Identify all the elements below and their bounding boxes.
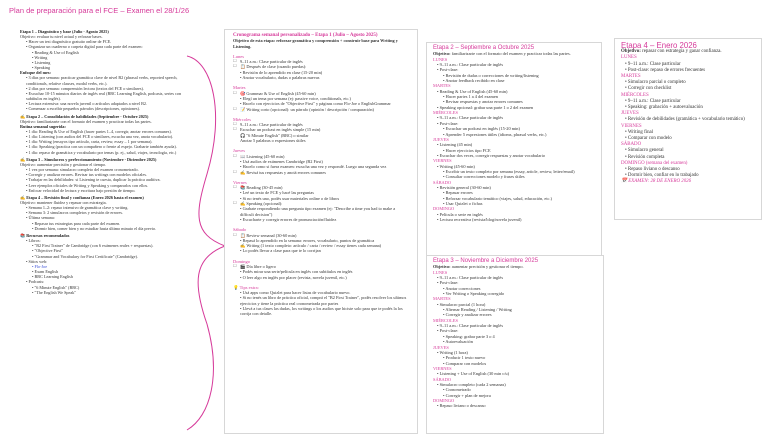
weekly-objective: Objetivo de esta etapa: reforzar gramática y comprensión + construir base para Writing y Listening. [233, 38, 398, 49]
task-item: ✍ Writing (1 texto completo: artículo / carta / review / essay tienes cada semana) [240, 243, 382, 249]
task-item: • Leé un texto de FCE y hacé las preguntas [240, 190, 314, 196]
note-text: • 2 días por semana: comprensión lectora (textos del FCE o similares). [26, 85, 144, 91]
note-text: • Speaking [32, 65, 51, 71]
list-item: • Producir 1 texto nuevo [443, 355, 486, 361]
task-item: Anotar 5 palabras o expresiones útiles [240, 138, 306, 144]
task-item: • Si no tenés un libro de práctica oficial, comprá el "B2 First Trainer", podés resolver los ultimos ejercicios y tiene la práctica real cronometrada por partes [240, 295, 407, 306]
list-item: • Comparar con modelos [443, 360, 487, 366]
list-item: • Post-clase: repaso de errores frecuentes [625, 67, 706, 73]
day-name: VIERNES [433, 158, 452, 164]
list-item: • Simulacro parcial o completo [625, 80, 686, 86]
task-item: • Hacelo como si fuera examen: escucha una vez y respondé. Luego una segunda vez [240, 164, 387, 170]
note-line [20, 75, 186, 80]
day-name: LUNES [621, 55, 637, 61]
page-title: Plan de preparación para el FCE – Examen el 28/1/26 [9, 6, 190, 15]
list-item: • Anotar feedback recibido en clase [443, 78, 505, 84]
task-item: • Usá audios de exámenes Cambridge (B2 First) [240, 158, 323, 164]
weekly-title: Cronograma semanal personalizado – Etapa 1 (Julio – Agosto 2025) [233, 33, 378, 38]
list-item: • Hacer partes 1 a 4 del examen [443, 94, 498, 100]
day-name: Viernes [233, 179, 247, 185]
list-item: • Speaking opcional: grabar una parte 1 o 2 del examen [437, 104, 534, 110]
day-block [233, 285, 409, 317]
day-name: 💡 Tips extra: [233, 284, 259, 290]
day-name: MARTES [433, 296, 451, 302]
list-item: • Escuchar dos veces, corregir respuestas y anotar vocabulario [437, 152, 546, 158]
task-item: • Grabate respondiendo una pregunta tipo examen (ej: "Describe a time you had to make a difficult decision") [240, 206, 396, 217]
list-item: • Ver Writing o Speaking corregido [443, 291, 505, 297]
note-text: Objetivo: aumentar precisión y gestionar el tiempo. [20, 161, 107, 167]
list-item: • Revisión general (30-60 min) [437, 184, 491, 190]
list-item: • Reforzar vocabulario temático (viajes, salud, educación, etc.) [443, 195, 552, 201]
day-name: MARTES [621, 74, 641, 80]
list-item: • Revisar respuestas y anotar errores comunes [443, 99, 523, 105]
day-name: MIÉRCOLES [433, 110, 458, 116]
weekly-days [233, 54, 409, 317]
task-item: • Llevá a tus clases las dudas, los writings o los audios que hiciste solo para que te podés la los corrija con detalle. [240, 306, 403, 317]
list-item: • Corregir con checklist [625, 86, 672, 92]
note-line [20, 188, 186, 193]
note-text: • 1 día: Reading & Use of English (hacer partes 1–4, corregir, anotar errores comunes). [26, 128, 172, 134]
note-text: • Dormir bien, comer bien y no estudiar hasta último minuto el día previo. [32, 225, 157, 231]
note-text: Objetivo: evaluar tu nivel actual y reforzar bases. [20, 34, 103, 40]
day-name: Lunes [233, 53, 244, 59]
day-name: Miércoles [233, 116, 251, 122]
day-block [233, 148, 409, 174]
list-item: • 9–11 a.m.: Clase particular de inglés [437, 62, 504, 68]
list-item: • Post-clase: [437, 328, 459, 334]
list-item: • Película o serie en inglés [437, 211, 483, 217]
list-item: • Revisión completa [625, 154, 665, 160]
task-item: • Elegí un tema por semana (ej: passive voice, conditionals, etc.) [240, 95, 351, 101]
day-block [233, 117, 409, 143]
day-name: JUEVES [433, 344, 449, 350]
day-name: SÁBADO [621, 142, 642, 148]
note-text: • Semana 3: 2 simulacros completos y revisión de errores. [26, 210, 124, 216]
task-checkbox-item[interactable]: ☐ 📋 Review semanal (30-60 min) [233, 233, 409, 238]
list-item: • Revisión de dudas o correcciones de writing/listening [443, 72, 539, 78]
task-item: • O leer algo en inglés por placer (revista, novela juvenil, etc.) [240, 274, 347, 280]
main-notes [18, 29, 188, 427]
stage2-title: Etapa 2 – Septiembre a Octubre 2025 [433, 45, 535, 51]
list-item: • Listening (45 min) [437, 142, 473, 148]
list-item: • 9–11 a.m.: Clase particular de inglés [437, 323, 504, 329]
stage3-title: Etapa 3 – Noviembre a Diciembre 2025 [433, 258, 539, 264]
stage2-days [433, 57, 595, 223]
note-text: • "B2 First Trainer" de Cambridge (con 6 exámenes reales + respuestas). [32, 243, 154, 249]
stage2-objective: Objetivo: familiarizarte con el formato del examen y practicar todas las partes. [433, 51, 571, 57]
day-name: VIERNES [433, 365, 452, 371]
note-text: subtítulos en inglés). [26, 96, 61, 102]
note-text: • Organizar un cuaderno o carpeta digital para cada parte del examen: [26, 44, 143, 50]
list-item: • Aprender 5 expresiones útiles (idioms, phrasal verbs, etc.) [443, 131, 547, 137]
note-text: Objetivo: familiarizarte con el formato del examen y practicar todas las partes. [20, 118, 152, 124]
task-item: • Hacelo con ejercicios de "Objective First" y páginas como Flo-Joe o EnglishGrammar [240, 101, 391, 107]
task-item: • Si no tenés uno, podés usar materiales online o de libros [240, 195, 340, 201]
list-item: • Autoevaluación [443, 339, 473, 345]
day-name: DOMINGO [433, 206, 455, 212]
day-block [233, 227, 409, 253]
stage4-card [614, 38, 762, 220]
note-text: • "6 Minute English" (BBC) [32, 284, 80, 290]
list-item: • Dormir bien, confiar en lo trabajado [625, 173, 699, 179]
note-text: • "The English We Speak" [32, 289, 77, 295]
note-text: • Repasar tus estrategias para cada parte del examen. [32, 220, 121, 226]
list-item: • Listening + Use of English (30 min c/u) [437, 371, 510, 377]
day-name: DOMINGO [433, 397, 455, 403]
list-item: • Repaso liviano o descanso [625, 167, 680, 173]
list-item: • Revisión de debilidades (gramática + vocabulario temático) [625, 117, 745, 123]
note-text: • 1 día: Writing (ensayos tipo artículo, carta, review, essay – 1 por semana). [26, 139, 153, 145]
list-item: • Speaking: grabación + autoevaluación [625, 105, 703, 111]
list-item: • Corregir + plan de mejora [443, 392, 491, 398]
exam-date: 📅 EXAMEN: 28 DE ENERO 2026 [621, 179, 692, 185]
note-text: • 1 vez por semana: simulacro completo del examen cronometrado. [26, 167, 139, 173]
day-name: LUNES [433, 56, 448, 62]
task-checkbox-item[interactable]: ☐ 9–11 a.m.: Clase particular de inglés [233, 122, 409, 127]
note-text: ✍ Etapa 2 – Consolidación de habilidades (Septiembre - Octubre 2025) [20, 113, 149, 119]
note-text: • 1 día: Speaking (practica con un compañero o frente al espejo. Grabarte también ayuda). [26, 144, 177, 150]
task-checkbox-item[interactable]: ☐ 📖 Listening (45-60 min) [233, 154, 409, 159]
list-item: • Anotar correcciones [443, 285, 481, 291]
bracket-curve [185, 54, 228, 432]
note-text: ✍ Etapa 4 – Revisión final y confianza (Enero 2026 hasta el examen) [20, 194, 144, 200]
list-item: • Post-clase: [437, 120, 459, 126]
day-name: SÁBADO [433, 179, 452, 185]
note-line [20, 290, 186, 295]
note-text: • Trabajar en las debilidades: si Listening te cuesta, duplicar la práctica auditiva. [26, 177, 161, 183]
stage4-days [621, 55, 755, 179]
day-name: JUEVES [433, 136, 449, 142]
note-text: 📚 Recursos recomendados [20, 232, 70, 238]
note-text: • 1 día: repaso de gramática y vocabulario por temas (p. ej., salud, viajes, tecnología, etc.) [26, 149, 177, 155]
note-text: • Hacer un test diagnóstico gratuito online de FCE. [26, 39, 112, 45]
note-text: • Sitios web: [26, 258, 48, 264]
list-item: • 9–11 a.m.: Clase particular de inglés [437, 115, 504, 121]
task-item: 🎧 "6 Minute English" (BBC) o similar [240, 132, 309, 138]
list-item: • Simulacro completo (cada 2 semanas) [437, 381, 506, 387]
day-block [233, 180, 409, 222]
stage3-card [426, 255, 604, 434]
list-item: • Usar Quizlet o fichas [443, 200, 483, 206]
note-text: • Comenzar a escribir pequeños párrafos (descripciones, opiniones). [26, 106, 140, 112]
day-name: LUNES [433, 269, 448, 275]
note-text: Objetivo: mantener fluidez y repasar con estrategia. [20, 200, 107, 205]
note-text: • "Grammar and Vocabulary for First Certificate" (Cambridge). [32, 253, 138, 259]
note-text: • Corregir y analizar errores. Revisar tus writings con modelos oficiales. [26, 172, 148, 178]
list-item: • Speaking: grabar parte 3 o 4 [443, 333, 495, 339]
note-text: ✍ Etapa 3 – Simulacros y perfeccionamiento (Noviembre - Diciembre 2025) [20, 156, 157, 162]
list-item: • Alternar Reading / Listening / Writing [443, 307, 512, 313]
list-item: • 9–11 a.m.: Clase particular de inglés [437, 275, 504, 281]
note-text: • Flo-Joe [32, 263, 48, 269]
list-item: • Comparar con modelo [625, 136, 672, 142]
weekly-schedule [224, 29, 418, 434]
note-text: • Lectura extensiva: una novela juvenil o artículos adaptados a nivel B2. [26, 101, 148, 107]
day-block [233, 54, 409, 80]
task-checkbox-item[interactable]: ☐ 🎯 Grammar & Use of English (45-60 min) [233, 91, 409, 96]
note-text: • 3 días por semana: practicar gramática clave de nivel B2 (phrasal verbs, reported speech, [26, 75, 178, 81]
list-item: • Writing (1 hora) [437, 349, 468, 355]
note-text: conditionals, relative clauses, modal verbs, etc.). [26, 80, 108, 86]
note-text: • Exam English [32, 269, 59, 275]
list-item: • Escribir un texto completo por semana (essay, article, review, letter/email) [443, 168, 575, 174]
list-item: • Post-clase: [437, 67, 459, 73]
note-text: Enfoque del mes: [20, 70, 51, 76]
task-item: • Escucharte y corregir errores de pronunciación/fluidez [240, 216, 337, 222]
task-checkbox-item[interactable]: ☐ 🎬 Día libre o ligero [233, 264, 409, 269]
task-item: • Usá apps como Quizlet para hacer listas de vocabulario nuevo. [240, 290, 351, 296]
list-item: • Corregir y analizar errores [443, 312, 492, 318]
day-name: Domingo [233, 258, 251, 264]
day-name: JUEVES [621, 111, 639, 117]
day-name: Sábado [233, 227, 247, 233]
task-item: • Lo podés llevar a clase para que te lo corrijan [240, 248, 321, 254]
task-item: • Podés mirar una serie/película en inglés con subtítulos en inglés [240, 269, 353, 275]
note-text: • 1 día: Listening (con audios del FCE o similares, escucha una vez, anota vocabulario). [26, 134, 174, 140]
stage4-objective: Objetivo: repasar con estrategia y ganar confianza. [621, 49, 722, 55]
task-checkbox-item[interactable]: ☐ ✍ Revisá tus respuestas y anotá errores comunes [233, 170, 409, 175]
list-item: • Writing (45-60 min) [437, 163, 475, 169]
note-text: • Semana 1–2: repaso intensivo de gramática clave y writing. [26, 205, 129, 211]
list-item: • Consultar correcciones modelo y frases útiles [443, 174, 525, 180]
note-text: • Podcasts: [26, 279, 45, 285]
note-text: • Writing [32, 54, 48, 60]
list-item: • Cronometrado [443, 387, 471, 393]
note-text: • Reading & Use of English [32, 49, 79, 55]
list-item: • Reading & Use of English (45-60 min) [437, 88, 508, 94]
note-text: Etapa 1 – Diagnóstico y base (Julio - Agosto 2025) [20, 29, 109, 34]
list-item: • Repasar errores [443, 190, 473, 196]
day-name: DOMINGO (semana del examen) [621, 160, 688, 166]
list-item: • 9–11 a.m.: Clase particular [625, 61, 681, 67]
task-checkbox-item[interactable]: ☐ 9–11 a.m.: Clase particular de inglés [233, 59, 409, 64]
day-name: Jueves [233, 148, 245, 154]
note-text: • Leer ejemplos oficiales de Writing y Speaking y compararlos con ellos. [26, 182, 149, 188]
list-item: • Simulacro general [625, 148, 664, 154]
task-item: • Revisión de lo aprendido en clase (15-20 min) [240, 69, 323, 75]
task-checkbox-item[interactable]: ☐ ✍ Speaking (opcional): [233, 201, 409, 206]
stage3-objective: Objetivo: aumentar precisión y gestionar el tiempo. [433, 264, 524, 270]
note-text: • Enfocar velocidad de lectura y escritura bajo presión de tiempo. [26, 187, 136, 193]
list-item: • Repaso liviano o descanso [437, 403, 486, 409]
note-text: • Listening [32, 59, 51, 65]
note-line [20, 106, 186, 111]
list-item: • Post-clase: [437, 280, 459, 286]
note-text: • Escuchar 10-15 minutos diarios de inglés real (BBC Learning English, podcasts, series con [26, 90, 182, 96]
task-checkbox-item[interactable]: ☐ 📝 Writing corto (opcional): un párrafo (opinión / descripción / comparación) [233, 107, 409, 112]
task-item: • Repasá lo aprendido en la semana: errores, vocabulario, puntos de gramática [240, 237, 375, 243]
list-item: • Simulacro parcial (1 hora) [437, 301, 486, 307]
list-item: • Escuchar un podcast en inglés (15-20 min) [443, 126, 520, 132]
task-checkbox-item[interactable]: ☐ Escuchar un podcast en inglés simple (15 min) [233, 127, 409, 132]
list-item: • Hacer ejercicios tipo FCE [443, 147, 491, 153]
note-line [20, 226, 186, 231]
note-text: • BBC Learning English [32, 274, 73, 280]
task-checkbox-item[interactable]: ☐ 📋 Después de clase (cuando puedas): [233, 64, 409, 69]
note-line [20, 144, 186, 149]
day-block [233, 259, 409, 280]
task-item: • Anotar vocabulario, dudas o palabras nuevas [240, 75, 320, 81]
day-name: SÁBADO [433, 376, 452, 382]
task-checkbox-item[interactable]: ☐ 📚 Reading (30-45 min) [233, 185, 409, 190]
stage3-days [433, 270, 597, 409]
note-text: Rutina semanal sugerida: [20, 123, 66, 129]
day-block [233, 85, 409, 111]
note-line [20, 150, 186, 155]
note-text: • Libros: [26, 238, 41, 244]
list-item: • Writing final [625, 129, 654, 135]
note-text: • "Objective First" [32, 248, 63, 254]
day-name: MIÉRCOLES [433, 317, 458, 323]
list-item: • Lectura recreativa (revista/blog/novela juvenil) [437, 217, 522, 222]
stage2-card [426, 42, 602, 265]
day-name: VIERNES [621, 123, 642, 129]
list-item: • 9–11 a.m.: Clase particular [625, 98, 681, 104]
day-name: MARTES [433, 83, 451, 89]
note-text: • Última semana: [26, 215, 55, 221]
stage4-title: Etapa 4 – Enero 2026 [621, 41, 697, 50]
day-name: MIÉRCOLES [621, 92, 649, 98]
day-name: Martes [233, 85, 246, 91]
